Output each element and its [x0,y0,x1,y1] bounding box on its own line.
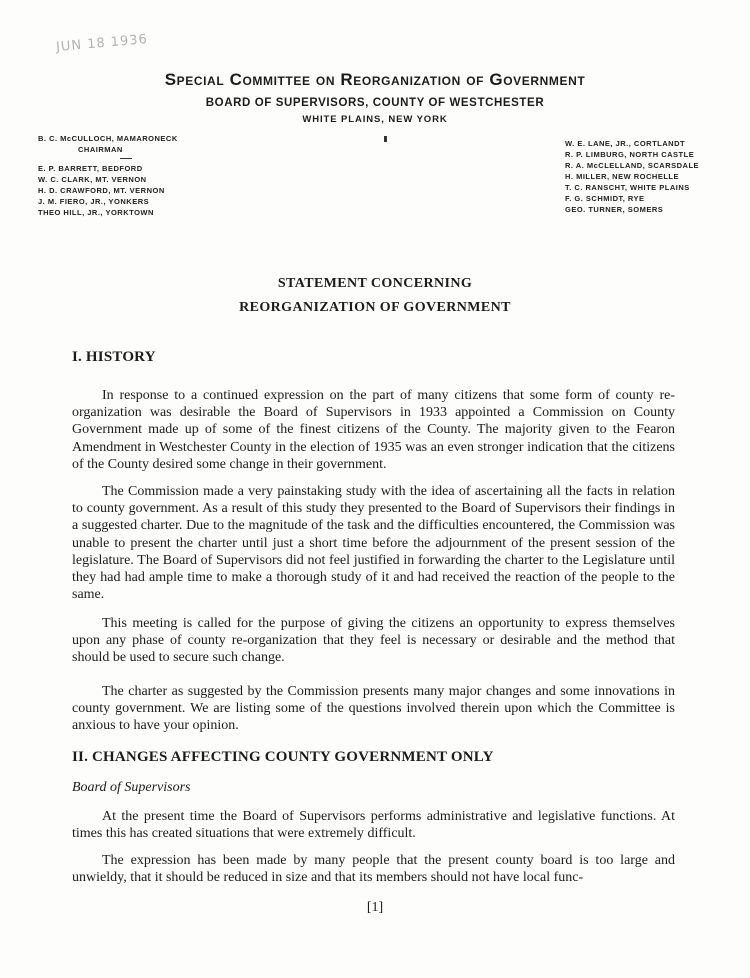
bullet-mark [384,136,387,142]
members-list-left [38,133,178,218]
paragraph: The expression has been made by many people that the present county board is too large and unwieldy, that it should be reduced in size and that its members should not have local func- [72,853,675,886]
member-entry: F. G. SCHMIDT, RYE [565,194,645,203]
member-entry: R. P. LIMBURG, NORTH CASTLE [565,150,695,159]
chairman-name: B. C. McCULLOCH, MAMARONECK [38,134,178,143]
board-name: BOARD OF SUPERVISORS, COUNTY OF WESTCHESTER [205,97,545,109]
member-entry: GEO. TURNER, SOMERS [565,205,664,214]
committee-name: Special Committee on Reorganization of Government [164,70,586,89]
member-entry: J. M. FIERO, JR., YONKERS [38,197,150,206]
board-location: WHITE PLAINS, NEW YORK [302,114,448,125]
paragraph: At the present time the Board of Supervisors performs administrative and legislative functions. At times this has created situations that were extremely difficult. [72,809,675,842]
subsection-heading-board: Board of Supervisors [72,780,191,795]
member-entry: W. C. CLARK, MT. VERNON [38,175,147,184]
page-number: [1] [366,900,384,915]
member-entry: E. P. BARRETT, BEDFORD [38,164,143,173]
section-heading-changes: II. CHANGES AFFECTING COUNTY GOVERNMENT ONLY [72,749,494,765]
document-title-line1: STATEMENT CONCERNING [277,276,473,291]
paragraph: The charter as suggested by the Commission presents many major changes and some innovations in county government. We are listing some of the questions involved therein upon which the Committee is anxious to have your opinion. [72,684,675,734]
divider [120,158,132,159]
member-entry: R. A. McCLELLAND, SCARSDALE [565,161,700,170]
members-list-right [565,138,699,215]
member-entry: H. MILLER, NEW ROCHELLE [565,172,679,181]
document-title-line2: REORGANIZATION OF GOVERNMENT [239,300,511,315]
member-entry: T. C. RANSCHT, WHITE PLAINS [565,183,690,192]
member-entry: THEO HILL, JR., YORKTOWN [38,208,154,217]
member-entry: W. E. LANE, JR., CORTLANDT [565,139,686,148]
chairman-title: CHAIRMAN [78,145,123,154]
paragraph: In response to a continued expression on the part of many citizens that some form of county re-organization was desirable the Board of Supervisors in 1933 appointed a Commission on County Government made up of some of the finest citizens of the County. The majority given to the Fearon Amendment in Westchester County in the election of 1935 was an even stronger indication that the citizens of the County desired some change in their government. [72,388,675,472]
member-entry: H. D. CRAWFORD, MT. VERNON [38,186,165,195]
paragraph: This meeting is called for the purpose of giving the citizens an opportunity to express themselves upon any phase of county re-organization that they feel is necessary or desirable and the method that should be used to secure such change. [72,616,675,666]
received-date-stamp: JUN 18 1936 [55,32,149,55]
paragraph: The Commission made a very painstaking study with the idea of ascertaining all the facts in relation to county government. As a result of this study they presented to the Board of Supervisors their findings in a suggested charter. Due to the magnitude of the task and the difficulties encountered, the Commission was unable to present the charter until just a short time before the adjournment of the present session of the legislature. The Board of Supervisors did not feel justified in forwarding the charter to the Legislature until they had had ample time to make a thorough study of it and had received the reaction of the people to the same. [72,484,675,603]
section-heading-history: I. HISTORY [72,349,156,365]
